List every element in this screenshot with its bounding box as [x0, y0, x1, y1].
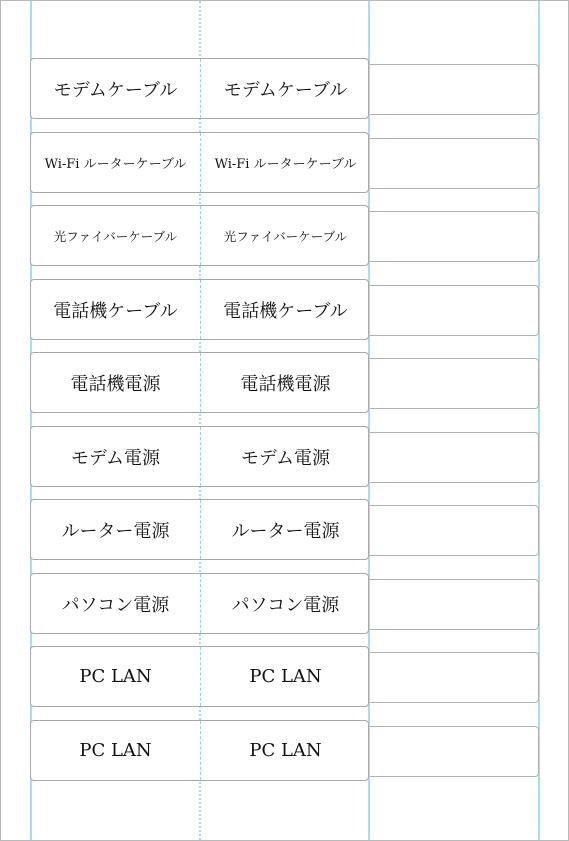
blank-label-slot	[370, 726, 539, 777]
label-row	[30, 205, 369, 266]
label-text-right: モデム電源	[240, 447, 331, 469]
guide-line-right	[368, 1, 370, 840]
blank-label-slot	[370, 138, 539, 189]
blank-label-slot	[370, 211, 539, 262]
label-text-right: PC LAN	[249, 666, 322, 687]
blank-label-slot	[370, 358, 539, 409]
blank-label-slot	[370, 579, 539, 630]
label-text-right: パソコン電源	[231, 594, 340, 616]
guide-line-left	[30, 1, 32, 840]
label-row	[30, 132, 369, 193]
blank-label-slot	[370, 505, 539, 556]
label-row	[30, 720, 369, 781]
label-text-left: 光ファイバーケーブル	[53, 228, 178, 244]
blank-label-slot	[370, 64, 539, 115]
label-text-left: 電話機電源	[70, 373, 161, 395]
label-row	[30, 573, 369, 634]
label-row	[30, 426, 369, 487]
guide-line-edge	[538, 1, 540, 840]
blank-label-slot	[370, 652, 539, 703]
label-text-right: 光ファイバーケーブル	[223, 228, 348, 244]
label-row	[30, 279, 369, 340]
label-text-right: ルーター電源	[231, 520, 340, 542]
label-text-left: Wi-Fi ルーターケーブル	[44, 157, 187, 172]
label-text-right: PC LAN	[249, 740, 322, 761]
label-text-left: パソコン電源	[61, 594, 170, 616]
label-text-right: モデムケーブル	[223, 79, 348, 101]
label-row	[30, 499, 369, 560]
label-text-right: 電話機ケーブル	[223, 300, 348, 322]
label-text-left: 電話機ケーブル	[53, 300, 178, 322]
label-text-left: モデム電源	[70, 447, 161, 469]
label-row	[30, 646, 369, 707]
blank-label-slot	[370, 432, 539, 483]
label-text-left: PC LAN	[79, 740, 152, 761]
blank-label-slot	[370, 285, 539, 336]
label-text-right: 電話機電源	[240, 373, 331, 395]
label-text-left: ルーター電源	[61, 520, 170, 542]
label-row	[30, 352, 369, 413]
label-row	[30, 58, 369, 119]
label-text-left: PC LAN	[79, 666, 152, 687]
label-text-right: Wi-Fi ルーターケーブル	[214, 157, 357, 172]
guide-line-center	[199, 1, 201, 840]
label-text-left: モデムケーブル	[53, 79, 178, 101]
